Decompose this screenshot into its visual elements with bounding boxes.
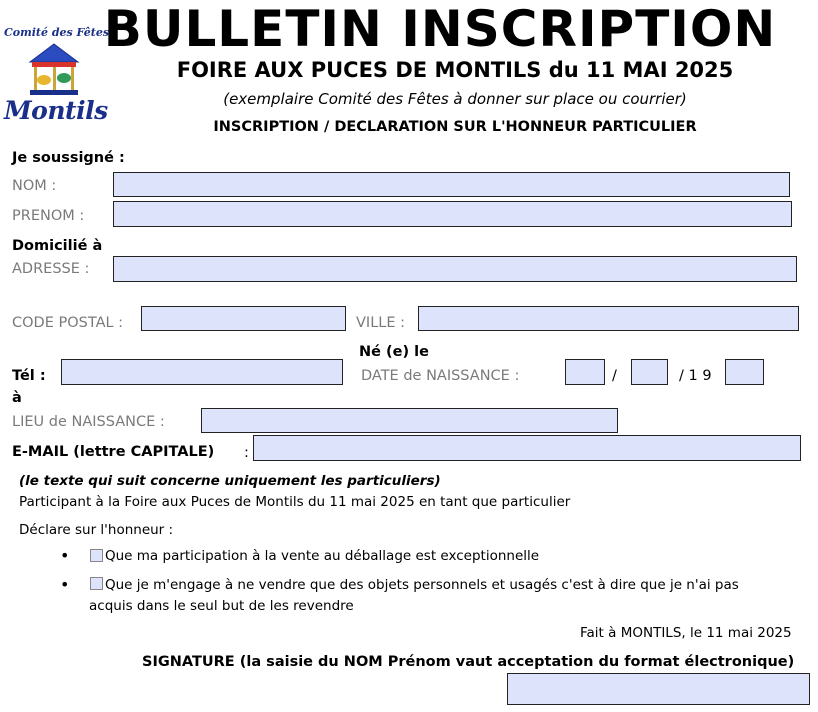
birth-year-field[interactable] [725, 359, 764, 385]
prenom-label: PRENOM : [12, 208, 85, 224]
tel-field[interactable] [61, 359, 343, 385]
item-exceptionnelle: Que ma participation à la vente au déballage est exceptionnelle [105, 548, 540, 564]
je-soussigne-label: Je soussigné : [12, 150, 125, 166]
document-subtitle: FOIRE AUX PUCES DE MONTILS du 11 MAI 2025 [176, 58, 734, 82]
code-postal-field[interactable] [141, 306, 346, 331]
logo-arc-text: Comité des Fêtes [4, 26, 110, 39]
signature-label: SIGNATURE (la saisie du NOM Prénom vaut acceptation du format électronique) [142, 654, 795, 670]
lieu-naissance-label: LIEU de NAISSANCE : [12, 414, 165, 430]
checkbox-objets-personnels[interactable] [90, 577, 103, 590]
adresse-label: ADRESSE : [12, 261, 90, 277]
nom-label: NOM : [12, 178, 57, 194]
birth-month-field[interactable] [631, 359, 668, 385]
email-label: E-MAIL (lettre CAPITALE) [12, 444, 215, 460]
fait-a-text: Fait à MONTILS, le 11 mai 2025 [580, 625, 792, 641]
logo [4, 26, 110, 130]
ne-le-label: Né (e) le [359, 344, 429, 360]
checkbox-exceptionnelle[interactable] [90, 549, 103, 562]
email-colon: : [244, 445, 249, 461]
date-separator: / [612, 368, 617, 384]
date-naissance-label: DATE de NAISSANCE : [361, 368, 520, 384]
adresse-field[interactable] [113, 256, 797, 282]
particuliers-note: (le texte qui suit concerne uniquement les particuliers) [19, 473, 441, 489]
a-label: à [12, 390, 22, 406]
ville-label: VILLE : [356, 315, 406, 331]
item-objets-personnels: Que je m'engage à ne vendre que des objets personnels et usagés c'est à dire que je n'ai pas [105, 577, 739, 593]
signature-field[interactable] [507, 673, 810, 705]
declaration-heading: INSCRIPTION / DECLARATION SUR L'HONNEUR PARTICULIER [213, 119, 697, 135]
prenom-field[interactable] [113, 201, 792, 227]
document-note: (exemplaire Comité des Fêtes à donner sur place ou courrier) [223, 90, 687, 108]
bullet-2: • [60, 575, 70, 594]
declare-text: Déclare sur l'honneur : [19, 522, 174, 538]
domicilie-label: Domicilié à [12, 238, 103, 254]
nom-field[interactable] [113, 172, 790, 197]
birth-day-field[interactable] [565, 359, 605, 385]
document-title: BULLETIN INSCRIPTION [103, 0, 777, 58]
lieu-naissance-field[interactable] [201, 408, 618, 433]
bullet-1: • [60, 546, 70, 565]
item-objets-personnels-cont: acquis dans le seul but de les revendre [89, 598, 354, 614]
tel-label: Tél : [12, 368, 46, 384]
ville-field[interactable] [418, 306, 799, 331]
code-postal-label: CODE POSTAL : [12, 315, 124, 331]
participant-text: Participant à la Foire aux Puces de Montils du 11 mai 2025 en tant que particulier [19, 494, 571, 510]
date-separator-19: / 1 9 [679, 368, 712, 384]
logo-name: Montils [4, 96, 108, 125]
email-field[interactable] [253, 435, 801, 461]
carousel-icon [26, 42, 82, 98]
